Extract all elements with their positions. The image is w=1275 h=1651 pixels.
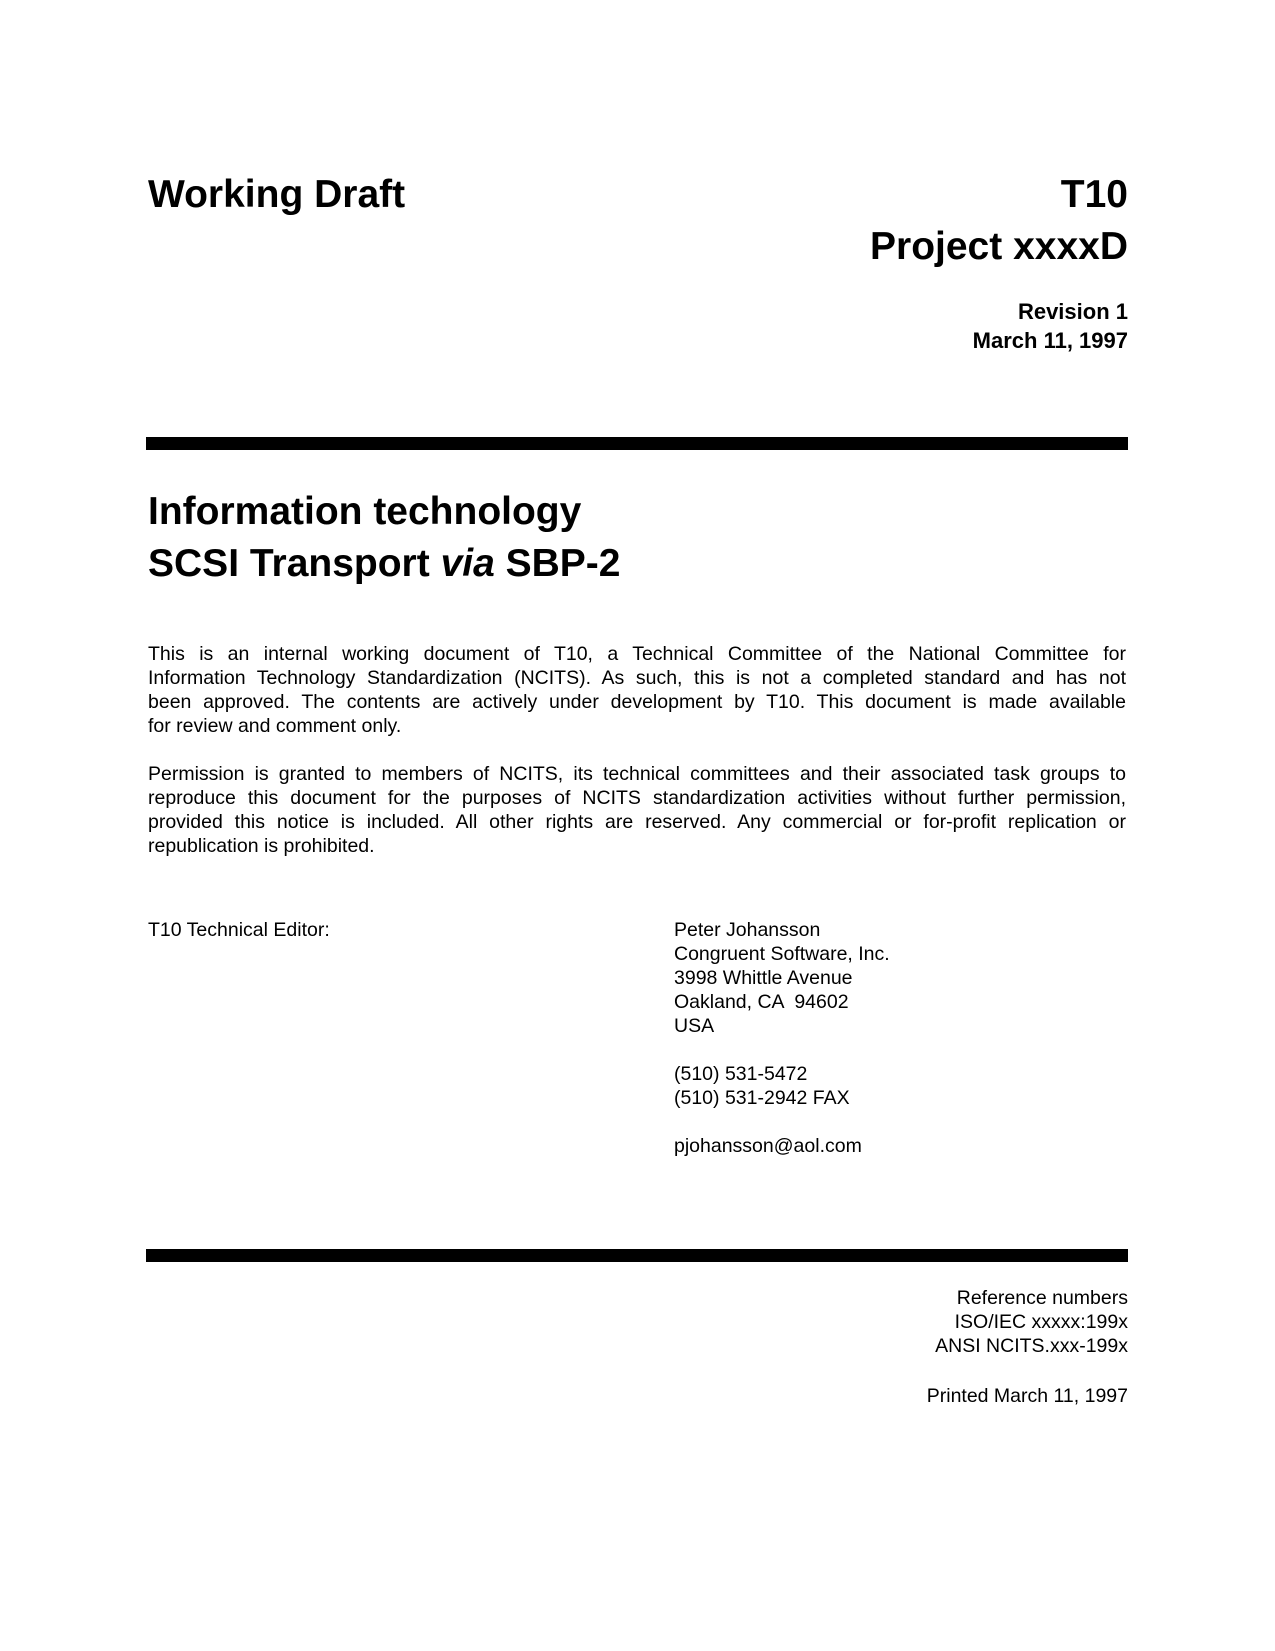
- editor-name: Peter Johansson: [674, 919, 821, 941]
- revision-label: Revision 1: [1017, 299, 1128, 324]
- title-line-2-pre: SCSI Transport: [148, 542, 441, 585]
- reference-numbers-block: [935, 1286, 1128, 1358]
- editor-contact-block: [674, 918, 890, 1158]
- editor-city: Oakland, CA 94602: [674, 991, 849, 1013]
- editor-phone: (510) 531-5472: [674, 1063, 808, 1085]
- status-notice-paragraph: [148, 642, 1126, 738]
- paragraph-line: been approved. The contents are actively under development by T10. This document is made available: [148, 691, 1126, 713]
- title-line-2-italic: via: [440, 542, 495, 585]
- iso-reference: ISO/IEC xxxxx:199x: [954, 1311, 1128, 1333]
- paragraph-line: This is an internal working document of T10, a Technical Committee of the National Committee for: [148, 643, 1126, 665]
- spacer: [674, 1110, 890, 1134]
- permission-notice-paragraph: [148, 762, 1126, 858]
- top-divider-rule: [146, 437, 1128, 450]
- bottom-divider-rule: [146, 1249, 1128, 1262]
- title-line-2: [148, 538, 620, 590]
- printed-date: Printed March 11, 1997: [926, 1385, 1128, 1407]
- editor-label: T10 Technical Editor:: [148, 919, 330, 941]
- working-draft-label: Working Draft: [148, 173, 406, 216]
- paragraph-line: Permission is granted to members of NCITS, its technical committees and their associated task groups to: [148, 763, 1126, 785]
- committee-name: T10: [1060, 173, 1128, 216]
- editor-fax: (510) 531-2942 FAX: [674, 1087, 850, 1109]
- paragraph-line: Information Technology Standardization (NCITS). As such, this is not a completed standard and has not: [148, 667, 1126, 689]
- title-line-2-post: SBP-2: [494, 542, 621, 585]
- paragraph-line: republication is prohibited.: [148, 835, 375, 857]
- paragraph-line: reproduce this document for the purposes of NCITS standardization activities without further permission,: [148, 787, 1126, 809]
- editor-email[interactable]: pjohansson@aol.com: [674, 1135, 862, 1157]
- paragraph-line: provided this notice is included. All other rights are reserved. Any commercial or for-profit replication or: [148, 811, 1126, 833]
- editor-street: 3998 Whittle Avenue: [674, 967, 853, 989]
- editor-country: USA: [674, 1015, 715, 1037]
- project-number: Project xxxxD: [870, 225, 1128, 268]
- paragraph-line: for review and comment only.: [148, 715, 402, 737]
- reference-heading: Reference numbers: [956, 1287, 1128, 1309]
- title-line-1: Information technology: [148, 490, 582, 533]
- editor-company: Congruent Software, Inc.: [674, 943, 890, 965]
- document-title: [148, 486, 620, 590]
- revision-date: March 11, 1997: [972, 328, 1128, 353]
- spacer: [674, 1038, 890, 1062]
- ansi-reference: ANSI NCITS.xxx-199x: [935, 1335, 1128, 1357]
